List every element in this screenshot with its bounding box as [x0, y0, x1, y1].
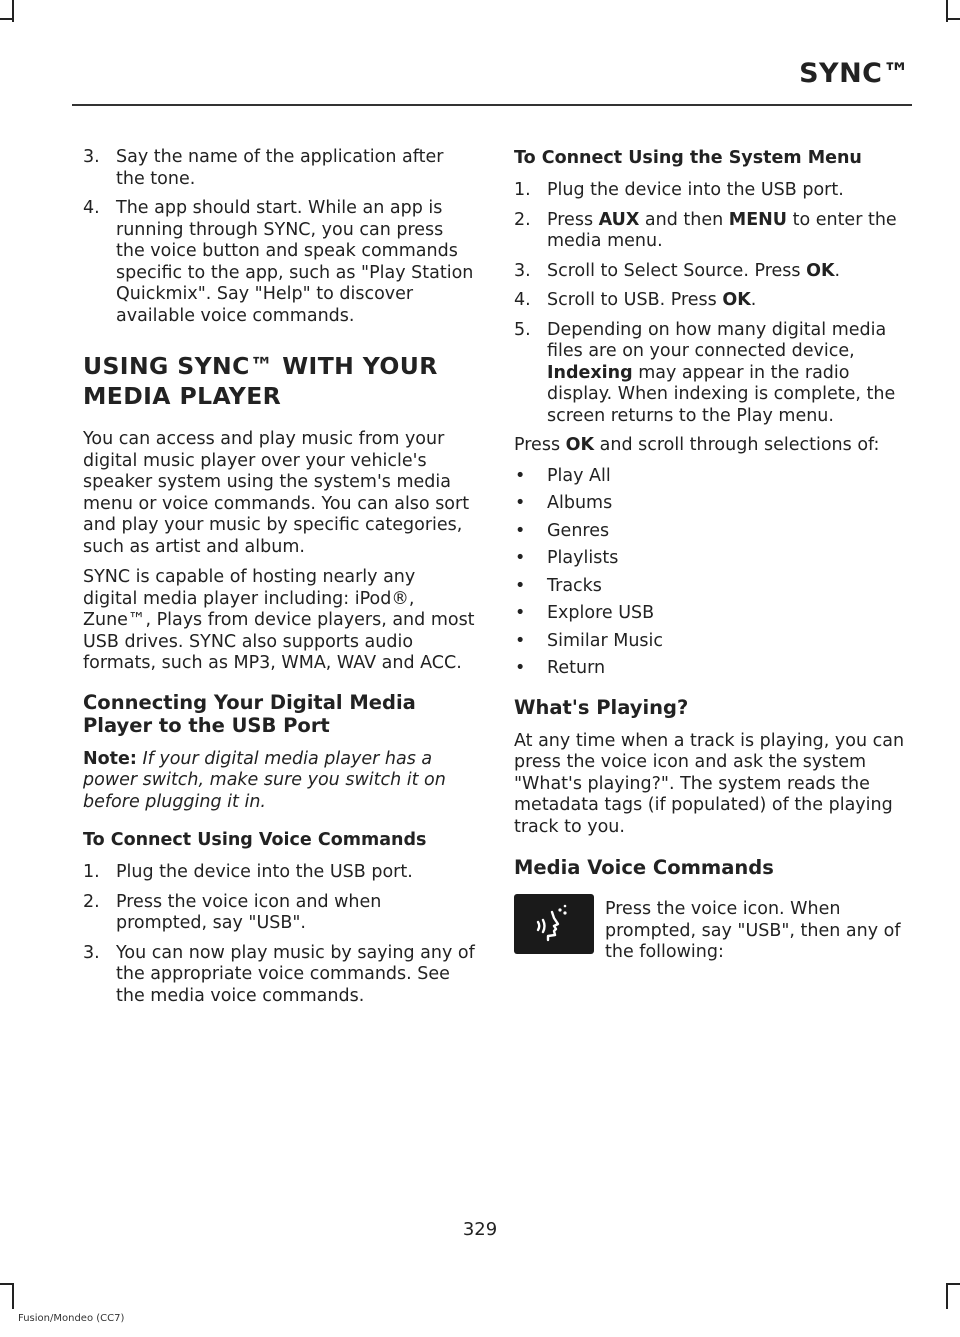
- list-item: 3. You can now play music by saying any of the appropriate voice commands. See the media voice commands.: [83, 942, 475, 1006]
- list-item: 2. Press the voice icon and when prompted, say "USB".: [83, 891, 382, 933]
- list-item: • Playlists: [515, 548, 619, 568]
- list-item: • Tracks: [515, 575, 602, 596]
- whats-playing-paragraph: At any time when a track is playing, you can press the voice icon and ask the system "What's playing?". The system reads the metadata tags (if populated) of the playing track to you.: [514, 730, 905, 837]
- section-heading: USING SYNC™ WITH YOUR MEDIA PLAYER: [83, 352, 438, 410]
- menu-steps-list: [514, 180, 906, 427]
- list-item: • Albums: [515, 493, 613, 513]
- crop-mark: [946, 1283, 960, 1285]
- media-voice-heading: Media Voice Commands: [514, 856, 774, 879]
- footer-model: Fusion/Mondeo (CC7): [18, 1313, 125, 1324]
- voice-instruction-text: Press the voice icon. When prompted, say "USB", then any of the following:: [605, 899, 901, 962]
- list-item: • Similar Music: [515, 630, 664, 651]
- note-paragraph: Note: If your digital media player has a power switch, make sure you switch it on before plugging it in.: [83, 748, 446, 812]
- list-item: 4. The app should start. While an app is running through SYNC, you can press the voice button and speak commands specific to the app, such as "Play Station Quickmix". Say "Help" to discover available voice commands.: [83, 198, 474, 326]
- subsection-heading: Connecting Your Digital Media Player to the USB Port: [83, 690, 416, 737]
- list-item: • Play All: [515, 465, 611, 486]
- crop-mark: [946, 18, 960, 20]
- intro-paragraph: You can access and play music from your digital music player over your vehicle's speaker system using the system's media menu or voice commands. You can also sort and play your music by specific categories, such as artist and album.: [83, 429, 470, 557]
- options-list: [514, 466, 906, 680]
- voice-steps-list: [83, 862, 475, 1007]
- list-item: • Return: [515, 658, 606, 678]
- crop-mark: [946, 1283, 948, 1309]
- page-number: 329: [462, 1219, 498, 1240]
- list-item: 2. Press AUX and then MENU to enter the media menu.: [514, 209, 897, 251]
- voice-icon: [514, 894, 594, 954]
- right-column: [514, 147, 906, 891]
- app-steps-list: [83, 147, 475, 327]
- list-item: • Explore USB: [515, 603, 655, 623]
- header-divider: [72, 104, 912, 106]
- crop-mark: [0, 1283, 14, 1285]
- list-item: 1. Plug the device into the USB port.: [83, 862, 413, 882]
- voice-commands-heading: To Connect Using Voice Commands: [83, 830, 427, 850]
- list-item: 3. Say the name of the application after the tone.: [83, 147, 444, 189]
- list-item: 5. Depending on how many digital media files are on your connected device, Indexing may appear in the radio display. When indexing is complete, the screen returns to the Play menu.: [514, 319, 896, 426]
- left-column: [83, 147, 475, 1015]
- page-title: SYNC™: [799, 58, 910, 89]
- list-item: • Genres: [515, 520, 610, 541]
- system-menu-heading: To Connect Using the System Menu: [514, 148, 862, 168]
- crop-mark: [0, 18, 14, 20]
- compatibility-paragraph: SYNC is capable of hosting nearly any digital media player including: iPod®, Zune™, Plays from device players, and most USB drives. SYNC also supports audio formats, such as MP3, WMA, WAV and ACC.: [83, 567, 475, 673]
- list-item: 1. Plug the device into the USB port.: [514, 180, 844, 200]
- crop-mark: [12, 1283, 14, 1309]
- whats-playing-heading: What's Playing?: [514, 695, 689, 719]
- selections-paragraph: Press OK and scroll through selections of:: [514, 435, 880, 455]
- list-item: 4. Scroll to USB. Press OK.: [514, 290, 757, 310]
- list-item: 3. Scroll to Select Source. Press OK.: [514, 260, 841, 281]
